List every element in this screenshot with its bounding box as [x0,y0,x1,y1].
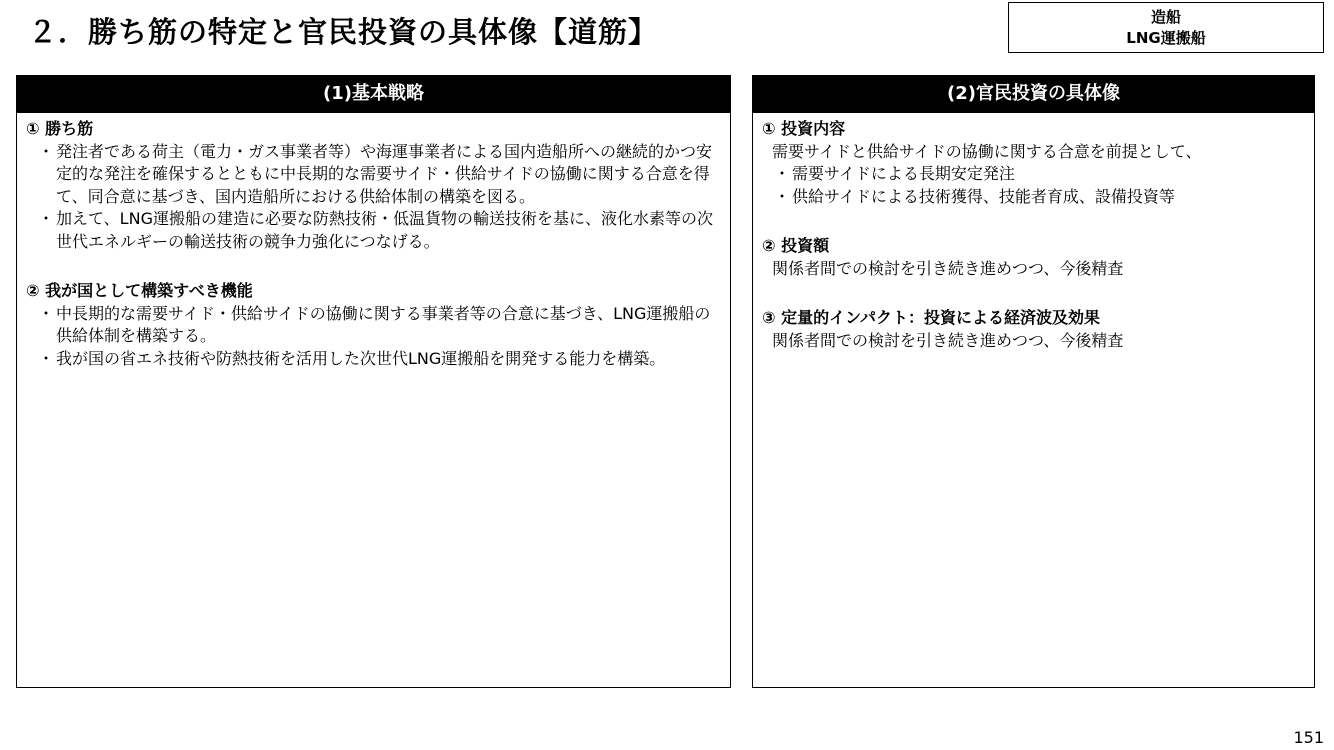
winning-path-heading: ① 勝ち筋 [26,119,94,138]
basic-strategy-body [17,113,730,370]
section-spacer [26,253,730,280]
bullet-marker: ・ [37,303,54,323]
list-item [36,303,730,348]
list-item [772,163,1314,186]
investment-content-list [772,163,1314,208]
category-tag-line2: LNG運搬船 [1126,28,1206,47]
bullet-marker: ・ [773,186,790,206]
section-spacer [762,208,1314,235]
list-item-text: 加えて、LNG運搬船の建造に必要な防熱技術・低温貨物の輸送技術を基に、液化水素等の次世代エネルギーの輸送技術の競争力強化につなげる。 [56,209,713,251]
list-item [36,141,730,209]
investment-panel [752,75,1315,688]
list-item-text: 我が国の省エネ技術や防熱技術を活用した次世代LNG運搬船を開発する能力を構築。 [56,348,666,368]
bullet-marker: ・ [37,348,54,368]
category-tag-line1: 造船 [1150,7,1181,26]
section-spacer [762,280,1314,307]
bullet-marker: ・ [37,209,54,228]
investment-amount-heading: ② 投資額 [762,236,830,255]
impact-text: 関係者間での検討を引き続き進めつつ、今後精査 [772,330,1124,350]
page-number: 151 [1293,728,1324,747]
list-item-text: 需要サイドによる長期安定発注 [792,164,1015,183]
functions-list [36,303,730,371]
list-item [36,348,730,371]
list-item-text: 供給サイドによる技術獲得、技能者育成、設備投資等 [792,186,1175,206]
investment-amount-text: 関係者間での検討を引き続き進めつつ、今後精査 [772,258,1124,278]
investment-body [753,113,1314,352]
investment-header: (2)官民投資の具体像 [753,76,1314,113]
basic-strategy-header: (1)基本戦略 [17,76,730,113]
investment-content-intro: 需要サイドと供給サイドの協働に関する合意を前提として、 [772,141,1202,161]
category-tag [1008,2,1324,53]
list-item [36,208,730,253]
functions-heading: ② 我が国として構築すべき機能 [26,281,253,300]
bullet-marker: ・ [37,141,54,161]
bullet-marker: ・ [773,164,790,183]
basic-strategy-panel [16,75,731,688]
investment-content-heading: ① 投資内容 [762,119,846,138]
impact-heading: ③ 定量的インパクト：投資による経済波及効果 [762,308,1100,327]
list-item-text: 中長期的な需要サイド・供給サイドの協働に関する事業者等の合意に基づき、LNG運搬船の供給体制を構築する。 [56,303,711,345]
list-item [772,186,1314,209]
list-item-text: 発注者である荷主（電力・ガス事業者等）や海運事業者による国内造船所への継続的かつ安定的な発注を確保するとともに中長期的な需要サイド・供給サイドの協働に関する合意を得て、同合意に基づき、国内造船所における供給体制の構築を図る。 [56,141,713,206]
page-title: ２．勝ち筋の特定と官民投資の具体像【道筋】 [28,15,659,49]
winning-path-list [36,141,730,254]
